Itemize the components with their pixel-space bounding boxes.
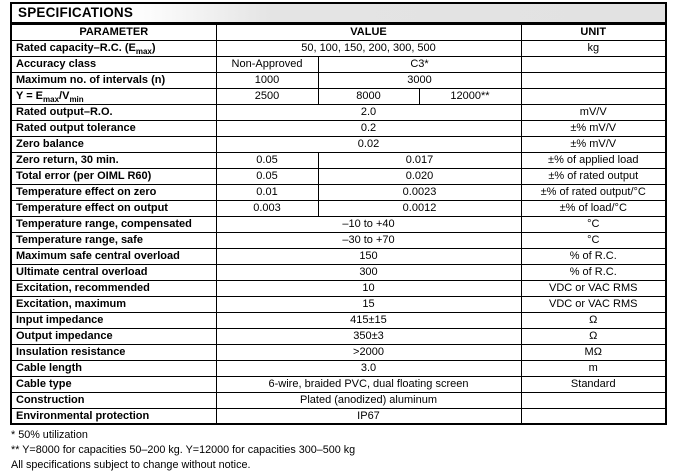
unit-cell [521, 56, 666, 72]
column-header-parameter: PARAMETER [11, 23, 216, 40]
table-row [11, 376, 666, 392]
footnotes [11, 428, 355, 472]
table-row [11, 344, 666, 360]
parameter-cell: Cable type [11, 376, 216, 392]
parameter-cell: Temperature effect on zero [11, 184, 216, 200]
value-cell: 15 [216, 296, 521, 312]
parameter-cell: Insulation resistance [11, 344, 216, 360]
value-cell: 0.003 [216, 200, 318, 216]
footnote-disclaimer: All specifications subject to change without notice. [11, 459, 251, 471]
footnote-y-values: ** Y=8000 for capacities 50–200 kg. Y=12000 for capacities 300–500 kg [11, 444, 356, 456]
spec-table-body [11, 40, 666, 424]
unit-cell: MΩ [521, 344, 666, 360]
table-row [11, 40, 666, 56]
unit-cell: ±% of applied load [521, 152, 666, 168]
value-cell: 6-wire, braided PVC, dual floating screen [216, 376, 521, 392]
unit-cell [521, 88, 666, 104]
table-row [11, 56, 666, 72]
parameter-cell: Rated output tolerance [11, 120, 216, 136]
table-row [11, 248, 666, 264]
value-cell: 0.02 [216, 136, 521, 152]
value-cell: 300 [216, 264, 521, 280]
parameter-cell: Excitation, maximum [11, 296, 216, 312]
table-row [11, 232, 666, 248]
unit-cell: m [521, 360, 666, 376]
value-cell: Non-Approved [216, 56, 318, 72]
parameter-cell: Accuracy class [11, 56, 216, 72]
value-cell: 50, 100, 150, 200, 300, 500 [216, 40, 521, 56]
unit-cell: °C [521, 232, 666, 248]
table-row [11, 280, 666, 296]
value-cell: 3.0 [216, 360, 521, 376]
unit-cell: Ω [521, 312, 666, 328]
table-row [11, 184, 666, 200]
table-row [11, 360, 666, 376]
footnote-utilization: * 50% utilization [11, 429, 88, 441]
value-cell: 0.2 [216, 120, 521, 136]
value-cell: C3* [318, 56, 521, 72]
parameter-cell: Zero balance [11, 136, 216, 152]
table-row [11, 136, 666, 152]
value-cell: 150 [216, 248, 521, 264]
parameter-cell: $Y = E_{max}/V_{min}$ [11, 88, 216, 104]
value-cell: 350±3 [216, 328, 521, 344]
parameter-cell: Output impedance [11, 328, 216, 344]
unit-cell [521, 72, 666, 88]
value-cell: 0.01 [216, 184, 318, 200]
table-row [11, 120, 666, 136]
unit-cell: ±% mV/V [521, 120, 666, 136]
value-cell: 1000 [216, 72, 318, 88]
value-cell: 0.0012 [318, 200, 521, 216]
unit-cell: % of R.C. [521, 264, 666, 280]
value-cell: –10 to +40 [216, 216, 521, 232]
parameter-cell: Maximum safe central overload [11, 248, 216, 264]
table-row [11, 264, 666, 280]
parameter-cell: Input impedance [11, 312, 216, 328]
table-row [11, 152, 666, 168]
parameter-cell: Temperature range, safe [11, 232, 216, 248]
table-row [11, 312, 666, 328]
value-cell: 2500 [216, 88, 318, 104]
value-cell: 10 [216, 280, 521, 296]
parameter-cell: Rated capacity–R.C. $(E_{max})$ [11, 40, 216, 56]
parameter-cell: Zero return, 30 min. [11, 152, 216, 168]
parameter-cell: Maximum no. of intervals (n) [11, 72, 216, 88]
unit-cell [521, 392, 666, 408]
parameter-cell: Cable length [11, 360, 216, 376]
table-header-row [11, 23, 666, 40]
value-cell: 0.020 [318, 168, 521, 184]
parameter-cell: Temperature effect on output [11, 200, 216, 216]
unit-cell: ±% mV/V [521, 136, 666, 152]
parameter-cell: Excitation, recommended [11, 280, 216, 296]
table-row [11, 168, 666, 184]
specifications-table [10, 2, 667, 425]
unit-cell: Standard [521, 376, 666, 392]
table-row [11, 392, 666, 408]
value-cell: 12000** [419, 88, 521, 104]
table-row [11, 328, 666, 344]
parameter-cell: Rated output–R.O. [11, 104, 216, 120]
parameter-cell: Total error (per OIML R60) [11, 168, 216, 184]
unit-cell: % of R.C. [521, 248, 666, 264]
value-cell: 0.017 [318, 152, 521, 168]
unit-cell: °C [521, 216, 666, 232]
parameter-cell: Ultimate central overload [11, 264, 216, 280]
unit-cell: ±% of rated output [521, 168, 666, 184]
column-header-value: VALUE [216, 23, 521, 40]
value-cell: >2000 [216, 344, 521, 360]
value-cell: 2.0 [216, 104, 521, 120]
table-title-row [11, 3, 666, 23]
unit-cell: VDC or VAC RMS [521, 280, 666, 296]
value-cell: IP67 [216, 408, 521, 424]
parameter-cell: Environmental protection [11, 408, 216, 424]
value-cell: 0.05 [216, 168, 318, 184]
table-row [11, 104, 666, 120]
unit-cell [521, 408, 666, 424]
unit-cell: ±% of load/°C [521, 200, 666, 216]
unit-cell: VDC or VAC RMS [521, 296, 666, 312]
table-title: SPECIFICATIONS [11, 3, 666, 23]
parameter-cell: Construction [11, 392, 216, 408]
table-row [11, 88, 666, 104]
parameter-cell: Temperature range, compensated [11, 216, 216, 232]
unit-cell: ±% of rated output/°C [521, 184, 666, 200]
column-header-unit: UNIT [521, 23, 666, 40]
table-row [11, 296, 666, 312]
value-cell: 3000 [318, 72, 521, 88]
value-cell: –30 to +70 [216, 232, 521, 248]
unit-cell: mV/V [521, 104, 666, 120]
value-cell: 415±15 [216, 312, 521, 328]
unit-cell: Ω [521, 328, 666, 344]
value-cell: 8000 [318, 88, 419, 104]
value-cell: 0.05 [216, 152, 318, 168]
table-row [11, 216, 666, 232]
table-row [11, 408, 666, 424]
unit-cell: kg [521, 40, 666, 56]
table-row [11, 72, 666, 88]
table-row [11, 200, 666, 216]
value-cell: Plated (anodized) aluminum [216, 392, 521, 408]
value-cell: 0.0023 [318, 184, 521, 200]
